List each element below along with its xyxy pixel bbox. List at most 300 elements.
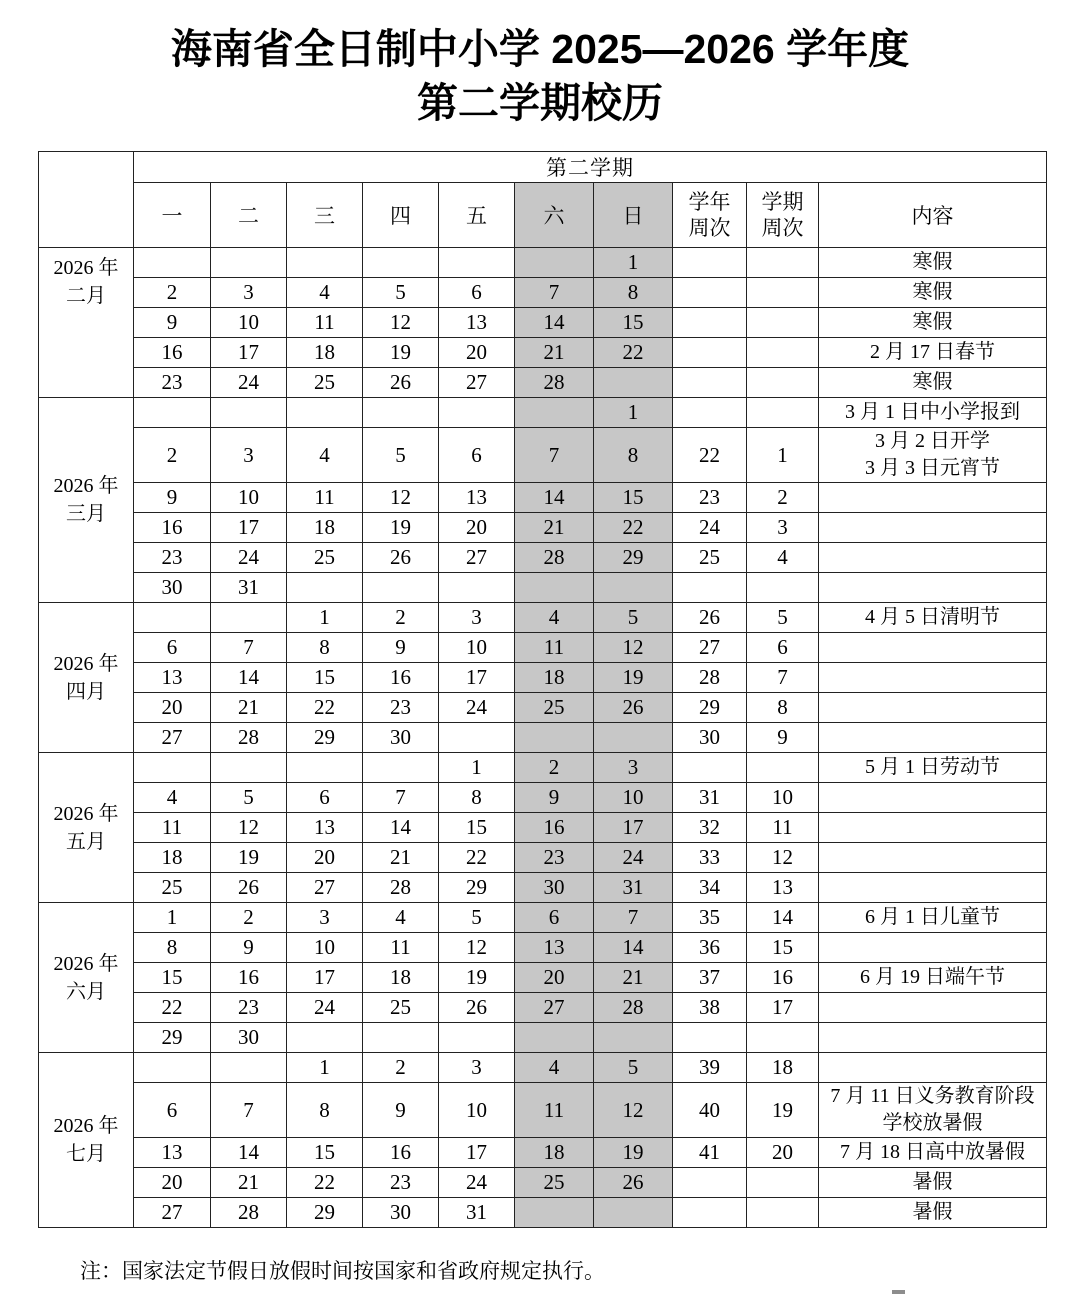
semester-week-cell: 13 [747, 873, 819, 903]
day-cell [287, 753, 363, 783]
content-line: 暑假 [912, 1171, 953, 1193]
day-cell [439, 1023, 515, 1053]
year-week-header [673, 183, 747, 248]
content-cell [819, 248, 1047, 278]
day-cell: 20 [439, 513, 515, 543]
year-week-cell: 26 [673, 603, 747, 633]
day-cell [515, 248, 594, 278]
content-cell [819, 1198, 1047, 1228]
calendar-row [39, 1023, 1047, 1053]
year-week-cell: 22 [673, 428, 747, 483]
day-cell: 8 [134, 933, 211, 963]
day-cell [134, 1053, 211, 1083]
day-cell: 27 [515, 993, 594, 1023]
semester-header-row [39, 152, 1047, 183]
day-cell: 2 [515, 753, 594, 783]
day-cell: 1 [287, 603, 363, 633]
day-cell: 31 [439, 1198, 515, 1228]
day-cell: 8 [594, 428, 673, 483]
content-line: 寒假 [912, 371, 953, 393]
day-cell: 4 [287, 428, 363, 483]
day-cell: 16 [211, 963, 287, 993]
content-cell [819, 308, 1047, 338]
day-cell: 12 [211, 813, 287, 843]
day-cell: 24 [211, 543, 287, 573]
day-cell: 9 [134, 308, 211, 338]
calendar-row [39, 483, 1047, 513]
content-cell [819, 903, 1047, 933]
day-cell: 27 [439, 368, 515, 398]
day-cell: 24 [211, 368, 287, 398]
content-cell [819, 813, 1047, 843]
day-cell: 1 [594, 398, 673, 428]
semester-week-header-line1: 学期 [761, 190, 804, 214]
day-cell: 12 [363, 308, 439, 338]
day-cell: 8 [439, 783, 515, 813]
day-cell: 18 [515, 663, 594, 693]
day-cell [594, 368, 673, 398]
page-artifact-dash [892, 1290, 905, 1294]
weekday-header-mon: 一 [134, 183, 211, 248]
day-cell [134, 603, 211, 633]
day-cell: 15 [439, 813, 515, 843]
year-week-cell [673, 1168, 747, 1198]
day-cell: 10 [211, 308, 287, 338]
day-cell: 16 [363, 663, 439, 693]
semester-week-cell: 14 [747, 903, 819, 933]
day-cell: 9 [363, 1083, 439, 1138]
day-cell: 26 [363, 368, 439, 398]
year-week-cell [673, 1198, 747, 1228]
day-cell: 13 [439, 483, 515, 513]
day-cell: 21 [594, 963, 673, 993]
day-cell [515, 398, 594, 428]
day-cell: 5 [594, 1053, 673, 1083]
year-week-cell [673, 308, 747, 338]
semester-week-cell [747, 278, 819, 308]
footnote: 注：国家法定节假日放假时间按国家和省政府规定执行。 [80, 1259, 605, 1283]
semester-week-cell [747, 1168, 819, 1198]
day-cell [134, 753, 211, 783]
day-cell: 17 [439, 1138, 515, 1168]
day-cell: 10 [594, 783, 673, 813]
day-cell [134, 248, 211, 278]
day-cell: 2 [363, 1053, 439, 1083]
semester-week-cell: 8 [747, 693, 819, 723]
month-year-text: 2026 年 [53, 1115, 119, 1137]
calendar-row [39, 248, 1047, 278]
day-cell: 29 [134, 1023, 211, 1053]
semester-week-cell: 15 [747, 933, 819, 963]
day-cell [211, 248, 287, 278]
year-week-cell: 29 [673, 693, 747, 723]
day-cell: 26 [439, 993, 515, 1023]
day-cell: 24 [439, 1168, 515, 1198]
content-line: 7 月 18 日高中放暑假 [840, 1141, 1026, 1163]
day-cell [211, 753, 287, 783]
day-cell: 28 [515, 543, 594, 573]
day-cell: 20 [515, 963, 594, 993]
content-line: 4 月 5 日清明节 [865, 606, 1001, 628]
content-cell [819, 873, 1047, 903]
content-cell [819, 933, 1047, 963]
day-cell: 11 [363, 933, 439, 963]
day-cell: 11 [515, 633, 594, 663]
day-cell: 6 [439, 278, 515, 308]
year-week-cell [673, 398, 747, 428]
day-cell: 16 [363, 1138, 439, 1168]
content-cell [819, 783, 1047, 813]
day-cell: 4 [515, 603, 594, 633]
day-cell: 28 [211, 1198, 287, 1228]
day-cell: 25 [134, 873, 211, 903]
day-cell: 14 [211, 663, 287, 693]
day-cell: 18 [287, 513, 363, 543]
year-week-cell: 32 [673, 813, 747, 843]
day-cell: 11 [134, 813, 211, 843]
day-cell [439, 398, 515, 428]
content-line: 寒假 [912, 311, 953, 333]
day-cell: 14 [594, 933, 673, 963]
day-cell: 16 [515, 813, 594, 843]
page-title-line1: 海南省全日制中小学 2025—2026 学年度 [170, 26, 910, 72]
year-week-cell: 27 [673, 633, 747, 663]
day-cell: 13 [515, 933, 594, 963]
day-cell: 6 [439, 428, 515, 483]
calendar-row [39, 903, 1047, 933]
day-cell: 17 [287, 963, 363, 993]
day-cell [515, 573, 594, 603]
month-label [39, 248, 134, 398]
calendar-row [39, 1198, 1047, 1228]
content-cell [819, 633, 1047, 663]
day-cell: 8 [594, 278, 673, 308]
day-cell: 8 [287, 1083, 363, 1138]
content-line: 6 月 19 日端午节 [860, 966, 1006, 988]
content-cell [819, 543, 1047, 573]
day-cell: 7 [515, 428, 594, 483]
day-cell: 4 [134, 783, 211, 813]
day-cell: 11 [515, 1083, 594, 1138]
day-cell: 20 [134, 1168, 211, 1198]
year-week-cell: 33 [673, 843, 747, 873]
month-year-text: 2026 年 [53, 652, 119, 675]
day-cell: 15 [287, 1138, 363, 1168]
calendar-row [39, 783, 1047, 813]
day-cell: 6 [287, 783, 363, 813]
calendar-row [39, 813, 1047, 843]
day-cell: 9 [134, 483, 211, 513]
day-cell: 7 [363, 783, 439, 813]
day-cell: 27 [439, 543, 515, 573]
calendar-row [39, 573, 1047, 603]
day-cell: 24 [439, 693, 515, 723]
content-line: 3 月 2 日开学 [875, 430, 991, 452]
day-cell: 23 [363, 1168, 439, 1198]
semester-week-cell: 1 [747, 428, 819, 483]
day-cell: 15 [287, 663, 363, 693]
day-cell: 22 [134, 993, 211, 1023]
semester-week-cell: 17 [747, 993, 819, 1023]
content-line: 7 月 11 日义务教育阶段 [830, 1085, 1035, 1107]
day-cell: 19 [439, 963, 515, 993]
year-week-cell: 41 [673, 1138, 747, 1168]
calendar-row [39, 723, 1047, 753]
semester-week-header-line2: 周次 [761, 216, 804, 240]
content-cell [819, 603, 1047, 633]
content-cell [819, 1083, 1047, 1138]
content-cell [819, 1168, 1047, 1198]
day-cell: 12 [594, 1083, 673, 1138]
calendar-row [39, 1083, 1047, 1138]
semester-week-cell: 4 [747, 543, 819, 573]
semester-week-cell: 7 [747, 663, 819, 693]
year-week-cell: 28 [673, 663, 747, 693]
day-cell: 2 [211, 903, 287, 933]
month-year-text: 2026 年 [53, 802, 119, 825]
calendar-row [39, 603, 1047, 633]
calendar-row [39, 873, 1047, 903]
day-cell: 4 [363, 903, 439, 933]
content-cell [819, 368, 1047, 398]
day-cell: 27 [287, 873, 363, 903]
content-cell [819, 398, 1047, 428]
semester-week-cell: 5 [747, 603, 819, 633]
semester-week-cell [747, 368, 819, 398]
content-cell [819, 1138, 1047, 1168]
day-cell [363, 573, 439, 603]
year-week-cell [673, 573, 747, 603]
calendar-row [39, 993, 1047, 1023]
year-week-cell: 31 [673, 783, 747, 813]
content-cell [819, 723, 1047, 753]
day-cell: 24 [287, 993, 363, 1023]
day-cell: 31 [211, 573, 287, 603]
day-cell: 26 [211, 873, 287, 903]
year-week-cell: 25 [673, 543, 747, 573]
year-week-cell [673, 278, 747, 308]
calendar-row [39, 338, 1047, 368]
day-cell: 11 [287, 483, 363, 513]
day-cell: 5 [439, 903, 515, 933]
day-cell [363, 398, 439, 428]
calendar-row [39, 663, 1047, 693]
day-cell: 20 [287, 843, 363, 873]
semester-header: 第二学期 [134, 152, 1047, 183]
day-cell: 23 [134, 368, 211, 398]
day-cell: 6 [515, 903, 594, 933]
year-week-header-line2: 周次 [688, 216, 731, 240]
calendar-row [39, 753, 1047, 783]
day-cell: 21 [515, 513, 594, 543]
day-cell: 20 [439, 338, 515, 368]
day-cell: 17 [594, 813, 673, 843]
content-cell [819, 963, 1047, 993]
content-header: 内容 [819, 183, 1047, 248]
semester-week-cell: 18 [747, 1053, 819, 1083]
month-label [39, 903, 134, 1053]
day-cell: 3 [211, 428, 287, 483]
day-cell: 25 [363, 993, 439, 1023]
content-cell [819, 693, 1047, 723]
day-cell: 25 [287, 368, 363, 398]
content-line: 2 月 17 日春节 [870, 341, 996, 363]
calendar-row [39, 1053, 1047, 1083]
day-cell: 26 [594, 693, 673, 723]
day-cell: 28 [594, 993, 673, 1023]
page-title-line2: 第二学期校历 [417, 80, 663, 126]
year-week-cell: 39 [673, 1053, 747, 1083]
year-week-cell: 24 [673, 513, 747, 543]
day-cell: 7 [594, 903, 673, 933]
day-cell [515, 723, 594, 753]
calendar-row [39, 368, 1047, 398]
semester-week-cell: 3 [747, 513, 819, 543]
day-cell: 1 [134, 903, 211, 933]
semester-week-cell: 6 [747, 633, 819, 663]
day-cell: 15 [134, 963, 211, 993]
weekday-header-sat: 六 [515, 183, 594, 248]
day-cell: 1 [594, 248, 673, 278]
day-cell [134, 398, 211, 428]
day-cell [515, 1023, 594, 1053]
day-cell: 28 [363, 873, 439, 903]
content-cell [819, 483, 1047, 513]
semester-week-cell [747, 338, 819, 368]
day-cell: 4 [287, 278, 363, 308]
year-week-cell [673, 338, 747, 368]
day-cell: 9 [211, 933, 287, 963]
day-cell: 30 [134, 573, 211, 603]
calendar-row [39, 963, 1047, 993]
day-cell: 30 [363, 723, 439, 753]
calendar-table [38, 151, 1047, 1228]
semester-week-cell: 19 [747, 1083, 819, 1138]
month-label [39, 398, 134, 603]
day-cell [594, 1198, 673, 1228]
day-cell: 19 [594, 663, 673, 693]
calendar-row [39, 428, 1047, 483]
day-cell [287, 573, 363, 603]
day-cell: 26 [363, 543, 439, 573]
day-cell: 24 [594, 843, 673, 873]
year-week-cell [673, 1023, 747, 1053]
calendar-row [39, 1168, 1047, 1198]
calendar-row [39, 933, 1047, 963]
content-cell [819, 428, 1047, 483]
content-cell [819, 843, 1047, 873]
day-cell: 20 [134, 693, 211, 723]
semester-week-header [747, 183, 819, 248]
content-cell [819, 753, 1047, 783]
day-cell: 18 [515, 1138, 594, 1168]
calendar-row [39, 308, 1047, 338]
day-cell: 17 [211, 513, 287, 543]
day-cell: 14 [363, 813, 439, 843]
year-week-cell: 38 [673, 993, 747, 1023]
day-cell: 9 [515, 783, 594, 813]
semester-week-cell [747, 1023, 819, 1053]
content-line: 寒假 [912, 251, 953, 273]
day-cell: 18 [363, 963, 439, 993]
day-cell: 16 [134, 513, 211, 543]
semester-week-cell [747, 248, 819, 278]
day-cell: 3 [439, 1053, 515, 1083]
day-cell: 5 [363, 428, 439, 483]
day-cell: 10 [439, 1083, 515, 1138]
month-label [39, 1053, 134, 1228]
day-cell: 16 [134, 338, 211, 368]
day-cell: 1 [287, 1053, 363, 1083]
day-cell [287, 248, 363, 278]
day-cell: 22 [594, 513, 673, 543]
day-cell: 6 [134, 1083, 211, 1138]
day-cell: 27 [134, 1198, 211, 1228]
day-cell: 15 [594, 483, 673, 513]
calendar-row [39, 543, 1047, 573]
year-week-cell: 37 [673, 963, 747, 993]
day-cell: 13 [287, 813, 363, 843]
day-cell: 8 [287, 633, 363, 663]
weekday-header-sun: 日 [594, 183, 673, 248]
day-cell [439, 573, 515, 603]
content-line: 暑假 [912, 1201, 953, 1223]
day-cell: 23 [211, 993, 287, 1023]
day-cell: 29 [287, 723, 363, 753]
day-cell: 23 [134, 543, 211, 573]
day-cell: 17 [211, 338, 287, 368]
year-week-cell [673, 248, 747, 278]
day-cell: 22 [287, 1168, 363, 1198]
weekday-header-tue: 二 [211, 183, 287, 248]
semester-week-cell: 10 [747, 783, 819, 813]
day-cell: 30 [515, 873, 594, 903]
semester-week-cell: 12 [747, 843, 819, 873]
day-cell: 10 [211, 483, 287, 513]
day-cell: 12 [363, 483, 439, 513]
content-cell [819, 278, 1047, 308]
day-cell: 14 [211, 1138, 287, 1168]
semester-week-cell [747, 308, 819, 338]
content-cell [819, 338, 1047, 368]
year-week-cell: 23 [673, 483, 747, 513]
semester-week-cell [747, 1198, 819, 1228]
day-cell: 10 [287, 933, 363, 963]
day-cell: 2 [363, 603, 439, 633]
day-cell: 27 [134, 723, 211, 753]
day-cell [211, 398, 287, 428]
day-cell: 22 [439, 843, 515, 873]
year-week-cell: 36 [673, 933, 747, 963]
day-cell: 21 [211, 1168, 287, 1198]
day-cell [594, 723, 673, 753]
weekday-header-wed: 三 [287, 183, 363, 248]
content-line: 6 月 1 日儿童节 [865, 906, 1001, 928]
day-cell: 11 [287, 308, 363, 338]
day-cell: 17 [439, 663, 515, 693]
day-cell [211, 603, 287, 633]
semester-week-cell: 11 [747, 813, 819, 843]
month-name-text: 四月 [66, 680, 106, 703]
month-year-text: 2026 年 [53, 475, 119, 497]
day-cell [439, 248, 515, 278]
day-cell: 25 [515, 693, 594, 723]
content-line: 学校放暑假 [882, 1112, 983, 1134]
calendar-row [39, 1138, 1047, 1168]
semester-week-cell [747, 398, 819, 428]
day-cell: 22 [594, 338, 673, 368]
corner-cell [39, 152, 134, 248]
